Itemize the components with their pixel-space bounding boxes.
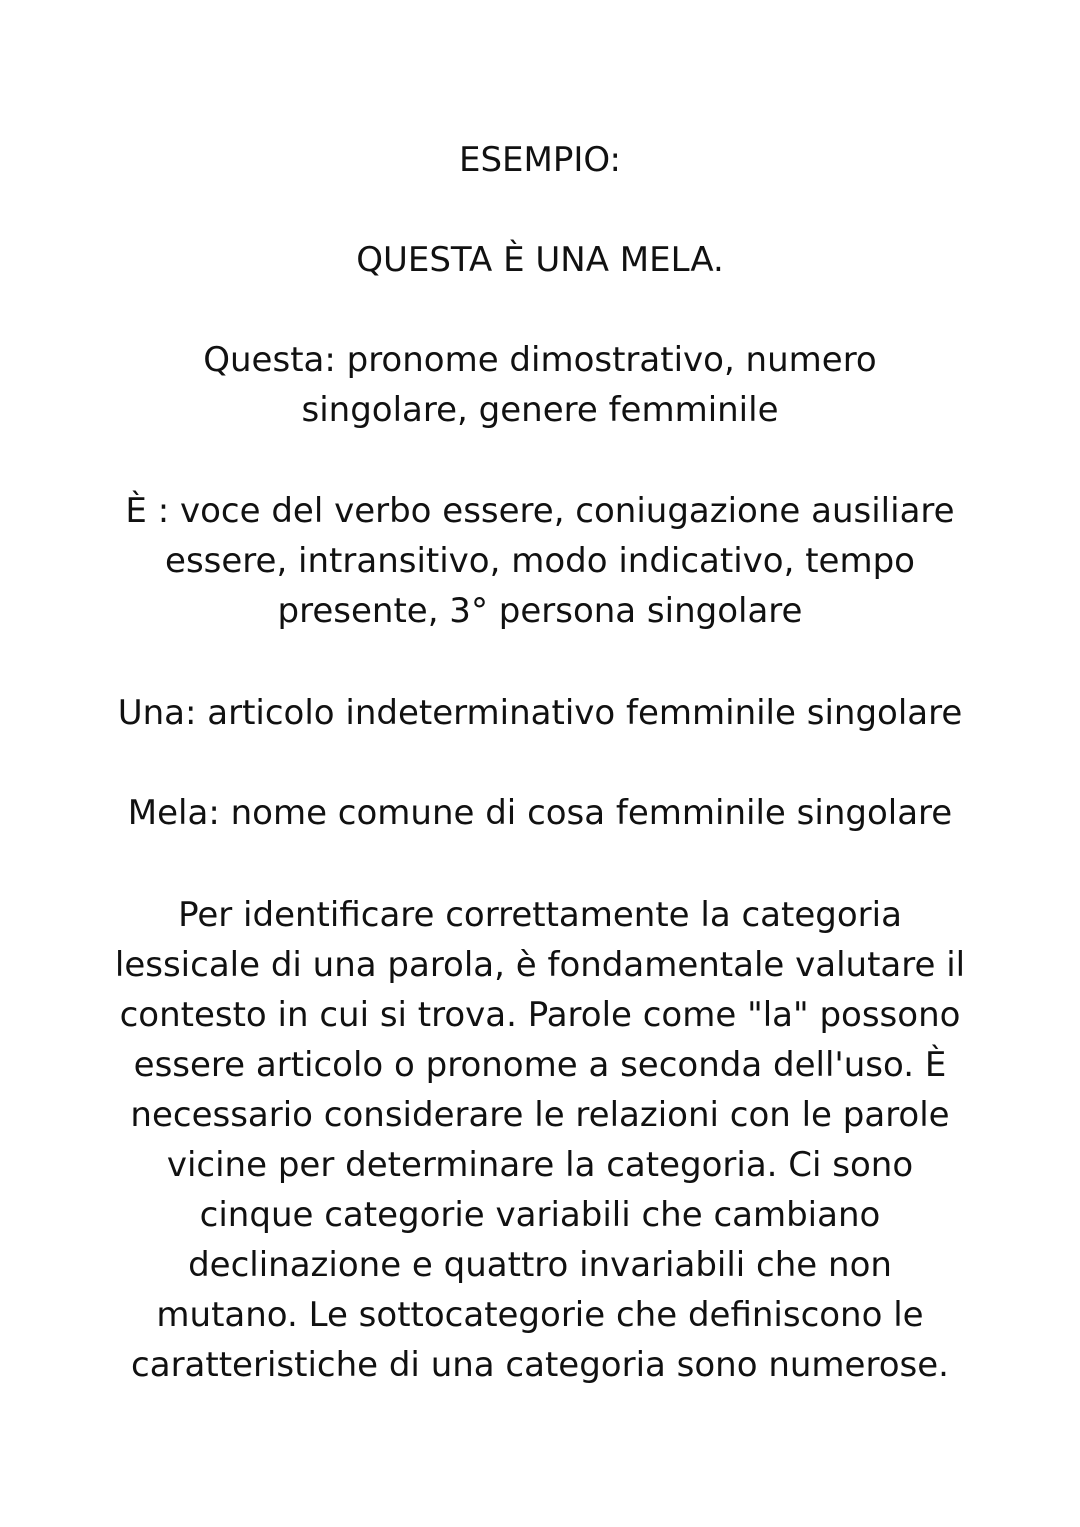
paragraph-line: Per identificare correttamente la categoria [178, 895, 902, 935]
paragraph-line: caratteristiche di una categoria sono numerose. [131, 1345, 949, 1385]
analysis-mela [0, 788, 1080, 838]
paragraph-line: essere articolo o pronome a seconda dell'uso. È [133, 1045, 947, 1085]
analysis-line: Questa: pronome dimostrativo, numero [203, 340, 877, 380]
example-sentence-block [0, 235, 1080, 285]
paragraph-line: declinazione e quattro invariabili che non [188, 1245, 892, 1285]
analysis-line: singolare, genere femminile [301, 390, 779, 430]
example-heading: ESEMPIO: [458, 140, 622, 180]
paragraph-line: mutano. Le sottocategorie che definiscono le [156, 1295, 924, 1335]
paragraph-line: necessario considerare le relazioni con le parole [130, 1095, 950, 1135]
paragraph-line: vicine per determinare la categoria. Ci sono [166, 1145, 914, 1185]
example-sentence: QUESTA È UNA MELA. [356, 240, 724, 280]
explanation-paragraph [0, 890, 1080, 1390]
analysis-line: Una: articolo indeterminativo femminile singolare [117, 693, 963, 733]
paragraph-line: contesto in cui si trova. Parole come "la" possono [119, 995, 961, 1035]
analysis-line: essere, intransitivo, modo indicativo, tempo [165, 541, 915, 581]
analysis-line: Mela: nome comune di cosa femminile singolare [127, 793, 953, 833]
analysis-e [0, 486, 1080, 636]
example-heading-block [0, 135, 1080, 185]
analysis-una [0, 688, 1080, 738]
paragraph-line: lessicale di una parola, è fondamentale valutare il [114, 945, 966, 985]
paragraph-line: cinque categorie variabili che cambiano [199, 1195, 881, 1235]
analysis-line: È : voce del verbo essere, coniugazione ausiliare [125, 491, 955, 531]
analysis-line: presente, 3° persona singolare [277, 591, 803, 631]
analysis-questa [0, 335, 1080, 435]
